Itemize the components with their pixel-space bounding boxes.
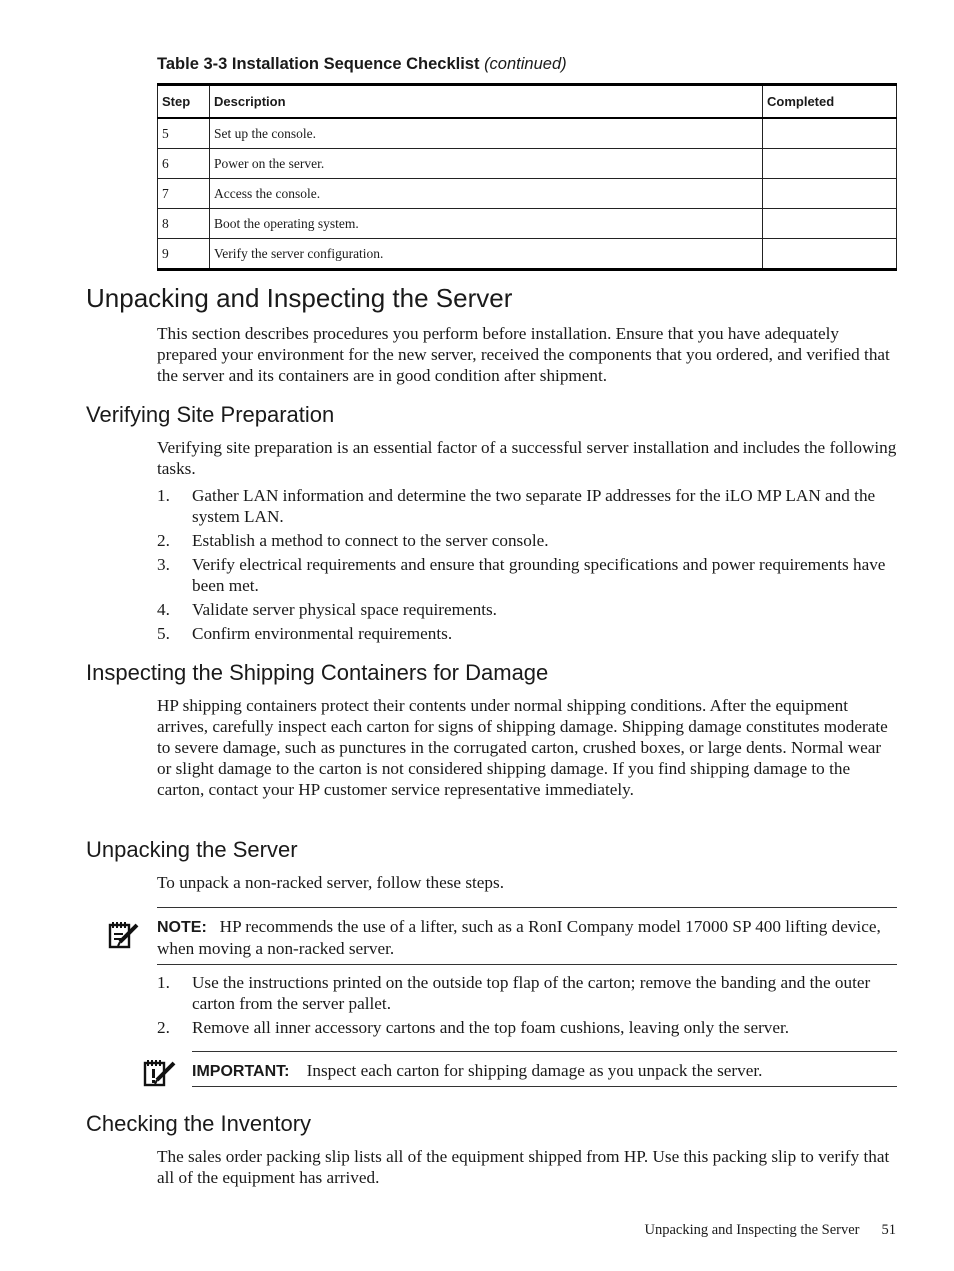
important-text: Inspect each carton for shipping damage as you unpack the server. [306,1061,763,1080]
checklist-table [157,83,897,271]
row-completed [763,149,897,179]
page-footer [644,1222,896,1239]
row-step: 9 [158,239,210,270]
row-step: 5 [158,118,210,149]
note-text: HP recommends the use of a lifter, such as a RonI Company model 17000 SP 400 lifting device, when moving a non-racked server. [157,917,881,958]
site-prep-intro: Verifying site preparation is an essential factor of a successful server installation and includes the following tasks. [157,438,897,478]
note-label: NOTE: [157,919,207,936]
section-title: Unpacking and Inspecting the Server [86,283,513,313]
header-step: Step [158,85,210,119]
important-bottom-rule [192,1086,897,1087]
row-description: Set up the console. [210,118,763,149]
row-step: 6 [158,149,210,179]
important-top-rule [192,1051,897,1052]
list-item: 1. Gather LAN information and determine the two separate IP addresses for the iLO MP LAN and the system LAN. [157,486,876,526]
inventory-body: The sales order packing slip lists all of the equipment shipped from HP. Use this packing slip to verify that all of the equipment has arrived. [157,1147,890,1187]
table-caption-title: Table 3-3 Installation Sequence Checklist [157,55,480,73]
table-row [158,118,897,149]
list-item: 3. Verify electrical requirements and ensure that grounding specifications and power requirements have been met. [157,555,886,595]
note-top-rule [157,907,897,908]
note-bottom-rule [157,964,897,965]
section-intro: This section describes procedures you perform before installation. Ensure that you have adequately prepared your environment for the new server, received the components that you ordered, and verified that the server and its containers are in good condition after shipment. [157,324,890,385]
unpacking-intro: To unpack a non-racked server, follow these steps. [157,873,504,892]
list-item: 5. Confirm environmental requirements. [157,624,453,643]
shipping-title: Inspecting the Shipping Containers for Damage [86,660,549,685]
inventory-title: Checking the Inventory [86,1111,312,1136]
list-item: 1. Use the instructions printed on the outside top flap of the carton; remove the banding and the outer carton from the server pallet. [157,973,871,1013]
page-number: 51 [881,1222,896,1238]
header-completed: Completed [763,85,897,119]
list-item: 2. Establish a method to connect to the server console. [157,531,549,550]
row-completed [763,118,897,149]
unpacking-list [157,972,897,1041]
table-caption-suffix: (continued) [484,55,567,73]
site-prep-title: Verifying Site Preparation [86,402,335,427]
shipping-body: HP shipping containers protect their contents under normal shipping conditions. After the equipment arrives, carefully inspect each carton for signs of shipping damage. Shipping damage constitutes moderate to severe damage, such as punctures in the corrugated carton, crushed boxes, or large dents. Normal wear or slight damage to the carton is not considered shipping damage. If you find shipping damage to the carton, contact your HP customer service representative immediately. [157,696,888,799]
table-row [158,179,897,209]
header-description: Description [210,85,763,119]
important-pencil-icon [143,1058,177,1088]
unpacking-title: Unpacking the Server [86,837,298,862]
row-description: Access the console. [210,179,763,209]
table-row [158,149,897,179]
row-step: 7 [158,179,210,209]
list-item: 2. Remove all inner accessory cartons and the top foam cushions, leaving only the server. [157,1018,790,1037]
row-description: Boot the operating system. [210,209,763,239]
table-caption [157,55,567,74]
footer-section: Unpacking and Inspecting the Server [644,1222,860,1238]
row-completed [763,209,897,239]
note-pencil-icon [108,920,140,950]
table-header-row [158,85,897,119]
site-prep-list [157,485,897,647]
note-box [157,916,897,959]
row-completed [763,179,897,209]
row-completed [763,239,897,270]
important-box [192,1060,897,1082]
row-description: Verify the server configuration. [210,239,763,270]
row-description: Power on the server. [210,149,763,179]
important-label: IMPORTANT: [192,1063,290,1080]
table-row [158,209,897,239]
table-row [158,239,897,270]
list-item: 4. Validate server physical space requirements. [157,600,497,619]
row-step: 8 [158,209,210,239]
